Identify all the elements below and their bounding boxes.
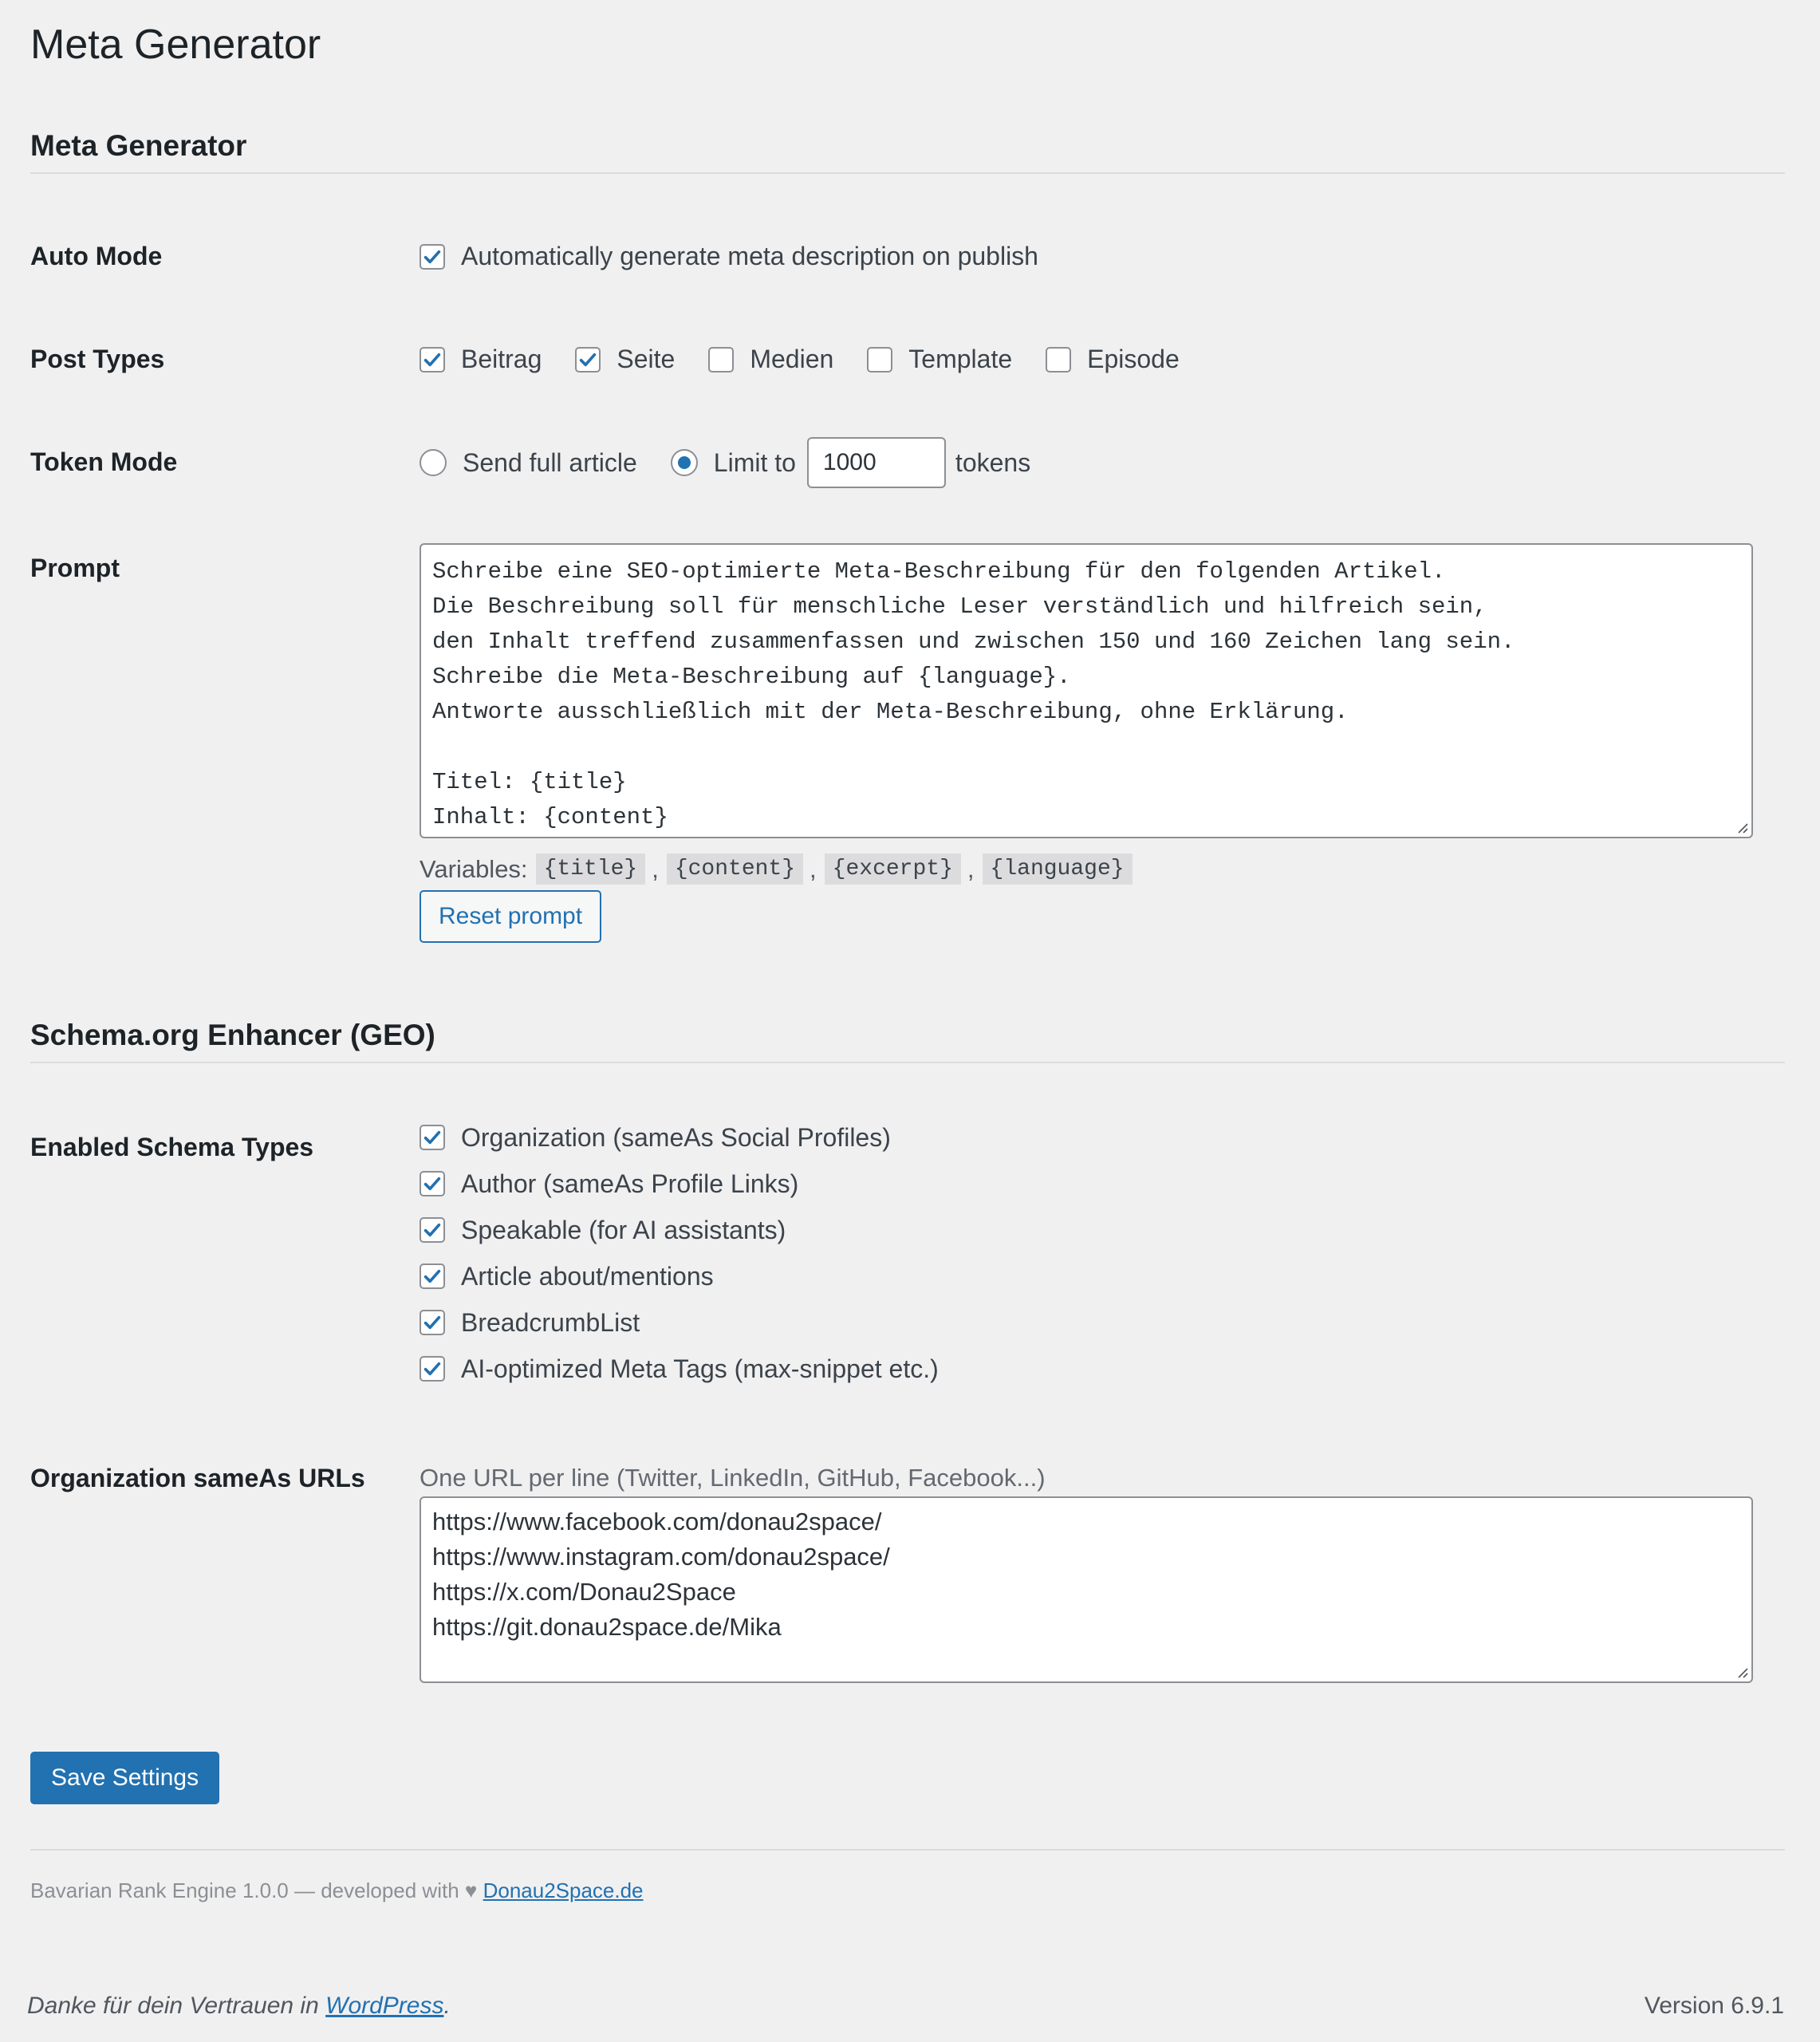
same-as-url-line: https://www.instagram.com/donau2space/ (432, 1543, 890, 1571)
post-type-label-medien[interactable]: Medien (750, 345, 834, 373)
schema-type-item (420, 1207, 939, 1253)
checkmark-icon (577, 349, 599, 371)
auto-mode-checkbox[interactable] (420, 244, 445, 270)
admin-footer-thanks-suffix: . (443, 1993, 451, 2019)
reset-prompt-button[interactable]: Reset prompt (420, 890, 601, 943)
token-mode-radio-limit[interactable] (671, 449, 698, 476)
schema-type-item (420, 1346, 939, 1392)
prompt-variables: Variables: {title} , {content} , {excerpt} , {language} (420, 853, 1137, 885)
prompt-line: Schreibe eine SEO-optimierte Meta-Beschreibung für den folgenden Artikel. (432, 558, 1446, 585)
same-as-url-line: https://www.facebook.com/donau2space/ (432, 1508, 882, 1535)
same-as-url-line: https://x.com/Donau2Space (432, 1578, 736, 1606)
page-title: Meta Generator (30, 22, 321, 68)
schema-type-checkbox[interactable] (420, 1263, 445, 1289)
token-mode-limit-label[interactable]: Limit to (713, 447, 796, 477)
post-type-checkbox-episode[interactable] (1046, 347, 1071, 373)
variable-code: {title} (536, 853, 646, 885)
schema-type-label[interactable]: AI-optimized Meta Tags (max-snippet etc.) (461, 1354, 939, 1383)
checkmark-icon (421, 1126, 443, 1149)
token-mode-label: Token Mode (30, 447, 178, 476)
prompt-line: Antworte ausschließlich mit der Meta-Beschreibung, ohne Erklärung. (432, 699, 1349, 725)
prompt-line: Inhalt: {content} (432, 804, 668, 830)
post-type-checkbox-template[interactable] (867, 347, 892, 373)
resize-grip-icon[interactable] (1734, 819, 1748, 834)
same-as-urls-label: Organization sameAs URLs (30, 1464, 365, 1492)
token-mode-full-label[interactable]: Send full article (463, 447, 637, 477)
post-type-checkbox-medien[interactable] (708, 347, 734, 373)
auto-mode-checkbox-label[interactable]: Automatically generate meta description on publish (461, 242, 1038, 270)
schema-type-label[interactable]: Organization (sameAs Social Profiles) (461, 1122, 891, 1152)
prompt-line: Titel: {title} (432, 769, 627, 795)
prompt-label: Prompt (30, 554, 120, 582)
checkmark-icon (421, 1219, 443, 1241)
schema-type-checkbox[interactable] (420, 1125, 445, 1150)
prompt-line: Schreibe die Meta-Beschreibung auf {language}. (432, 664, 1071, 690)
schema-type-checkbox[interactable] (420, 1356, 445, 1382)
prompt-line (432, 730, 1740, 765)
post-types-label: Post Types (30, 345, 165, 373)
section-divider (30, 172, 1785, 174)
post-type-label-template[interactable]: Template (908, 345, 1013, 373)
auto-mode-label: Auto Mode (30, 242, 163, 270)
prompt-line: den Inhalt treffend zusammenfassen und zwischen 150 und 160 Zeichen lang sein. (432, 629, 1515, 655)
same-as-textarea[interactable] (420, 1496, 1753, 1683)
prompt-textarea[interactable] (420, 543, 1753, 838)
variables-label: Variables: (420, 854, 528, 883)
checkmark-icon (421, 1358, 443, 1380)
same-as-description: One URL per line (Twitter, LinkedIn, GitHub, Facebook...) (420, 1464, 1046, 1492)
enabled-schema-types-label: Enabled Schema Types (30, 1133, 314, 1161)
admin-footer-thanks (27, 1993, 451, 2020)
checkmark-icon (421, 1265, 443, 1287)
post-type-checkbox-beitrag[interactable] (420, 347, 445, 373)
tokens-suffix: tokens (955, 447, 1031, 477)
post-type-checkbox-seite[interactable] (575, 347, 601, 373)
post-types-field (420, 345, 1213, 374)
save-settings-button[interactable]: Save Settings (30, 1752, 219, 1804)
schema-types-list (420, 1114, 939, 1392)
admin-footer-thanks-text: Danke für dein Vertrauen in (27, 1993, 319, 2019)
variable-code: {content} (667, 853, 803, 885)
same-as-url-line: https://git.donau2space.de/Mika (432, 1613, 782, 1641)
checkmark-icon (421, 1311, 443, 1334)
schema-type-label[interactable]: BreadcrumbList (461, 1307, 640, 1337)
variable-code: {excerpt} (825, 853, 961, 885)
schema-type-checkbox[interactable] (420, 1217, 445, 1243)
checkmark-icon (421, 246, 443, 268)
wordpress-link[interactable]: WordPress (325, 1993, 444, 2019)
radio-selected-dot (678, 456, 691, 469)
schema-type-label[interactable]: Article about/mentions (461, 1261, 714, 1291)
post-type-label-episode[interactable]: Episode (1087, 345, 1180, 373)
checkmark-icon (421, 1173, 443, 1195)
plugin-footer-link[interactable]: Donau2Space.de (483, 1878, 644, 1902)
plugin-footer (30, 1878, 644, 1903)
schema-type-item (420, 1114, 939, 1161)
admin-footer-version: Version 6.9.1 (1644, 1993, 1784, 2019)
resize-grip-icon[interactable] (1734, 1664, 1748, 1678)
auto-mode-field (420, 242, 1072, 271)
prompt-line: Die Beschreibung soll für menschliche Leser verständlich und hilfreich sein, (432, 593, 1487, 620)
schema-type-label[interactable]: Author (sameAs Profile Links) (461, 1169, 799, 1198)
variable-code: {language} (983, 853, 1133, 885)
token-mode-radio-full[interactable] (420, 449, 447, 476)
schema-type-checkbox[interactable] (420, 1310, 445, 1335)
checkmark-icon (421, 349, 443, 371)
schema-type-label[interactable]: Speakable (for AI assistants) (461, 1215, 786, 1244)
post-type-label-beitrag[interactable]: Beitrag (461, 345, 542, 373)
schema-type-checkbox[interactable] (420, 1171, 445, 1196)
schema-type-item (420, 1161, 939, 1207)
footer-divider (30, 1849, 1785, 1851)
meta-section-title: Meta Generator (30, 129, 247, 162)
schema-section-title: Schema.org Enhancer (GEO) (30, 1019, 435, 1051)
plugin-footer-text: Bavarian Rank Engine 1.0.0 — developed with ♥ (30, 1878, 478, 1902)
post-type-label-seite[interactable]: Seite (617, 345, 676, 373)
token-limit-input[interactable]: 1000 (807, 437, 946, 488)
schema-type-item (420, 1299, 939, 1346)
schema-type-item (420, 1253, 939, 1299)
section-divider (30, 1062, 1785, 1063)
token-mode-field (420, 437, 1030, 488)
